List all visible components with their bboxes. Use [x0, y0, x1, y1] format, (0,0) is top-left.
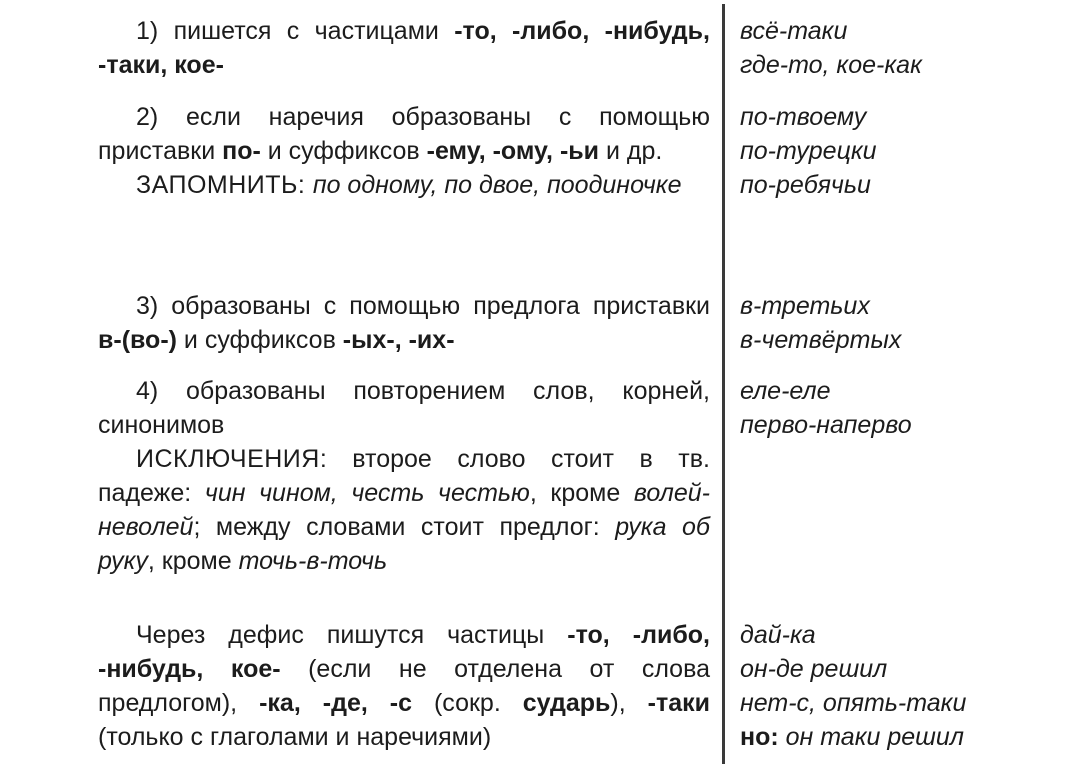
example: нет-с, опять-таки [740, 689, 967, 717]
rule-text: , кроме [147, 547, 239, 575]
examples-3 [740, 289, 901, 357]
example: всё-таки [740, 17, 848, 45]
rule-italic-words: чин чином, честь честью [204, 479, 530, 507]
remember-label: ЗАПОМНИТЬ: [136, 171, 313, 199]
rule-5 [98, 618, 710, 754]
rule-text: (если не отделена от слова предлогом), [98, 655, 710, 717]
example: по-турецки [740, 137, 877, 165]
example: перво-наперво [740, 411, 912, 439]
rule-text: ; между словами стоит предлог: [193, 513, 616, 541]
examples-4 [740, 374, 912, 442]
rule-bold-term: -таки [647, 689, 710, 717]
rule-bold-term: -ых-, -их- [342, 326, 455, 354]
rule-text: (только с глаголами и наречиями) [98, 723, 492, 751]
example: по-ребячьи [740, 171, 871, 199]
rule-bold-term: в-(во-) [98, 326, 177, 354]
example-text: он таки решил [778, 723, 964, 751]
example: еле-еле [740, 377, 831, 405]
rule-text: 3) образованы с помощью предлога приставки [136, 292, 710, 320]
example-bold-word: но: [740, 723, 779, 751]
rule-italic-words: точь-в-точь [238, 547, 388, 575]
rule-bold-term: -то, -либо, -нибудь, -таки, кое- [98, 17, 710, 79]
rule-text: и суффиксов [176, 326, 343, 354]
example: он-де решил [740, 655, 888, 683]
rule-italic-words: рука об руку [98, 513, 710, 575]
rule-text: Через дефис пишутся частицы [136, 621, 568, 649]
example [740, 720, 966, 754]
example: по-твоему [740, 103, 867, 131]
example: в-четвёртых [740, 326, 902, 354]
rule-bold-term: сударь [522, 689, 611, 717]
rule-text: 1) пишется с частицами [136, 17, 455, 45]
rule-bold-term: по- [222, 137, 261, 165]
example: дай-ка [740, 621, 816, 649]
examples-5 [740, 618, 966, 754]
example: в-третьих [740, 292, 870, 320]
exceptions-label: ИСКЛЮЧЕНИЯ [136, 445, 320, 473]
rule-bold-term: -ка, -де, -с [259, 689, 412, 717]
rule-4 [98, 374, 710, 578]
column-divider [722, 4, 725, 764]
rule-text: и суффиксов [260, 137, 427, 165]
rule-text: ), [610, 689, 648, 717]
rule-bold-term: -ему, -ому, -ьи [426, 137, 600, 165]
rule-italic-words: по одному, по двое, поодиночке [312, 171, 682, 199]
rule-3 [98, 289, 710, 357]
rule-bold-term: -то, -либо, -нибудь, кое- [98, 621, 710, 683]
rule-text: , кроме [529, 479, 634, 507]
rule-2 [98, 100, 710, 202]
example: где-то, кое-как [740, 51, 922, 79]
rule-text: и др. [599, 137, 663, 165]
rule-text: 2) если наречия образованы с помощью приставки [98, 103, 710, 165]
rule-text: : второе слово стоит в тв. падеже: [98, 445, 710, 507]
rule-text: (сокр. [412, 689, 523, 717]
rule-1 [98, 14, 710, 82]
rule-italic-words: волей-неволей [98, 479, 710, 541]
examples-1 [740, 14, 922, 82]
rule-text: 4) образованы повторением слов, корней, синонимов [98, 377, 710, 439]
examples-2 [740, 100, 877, 202]
